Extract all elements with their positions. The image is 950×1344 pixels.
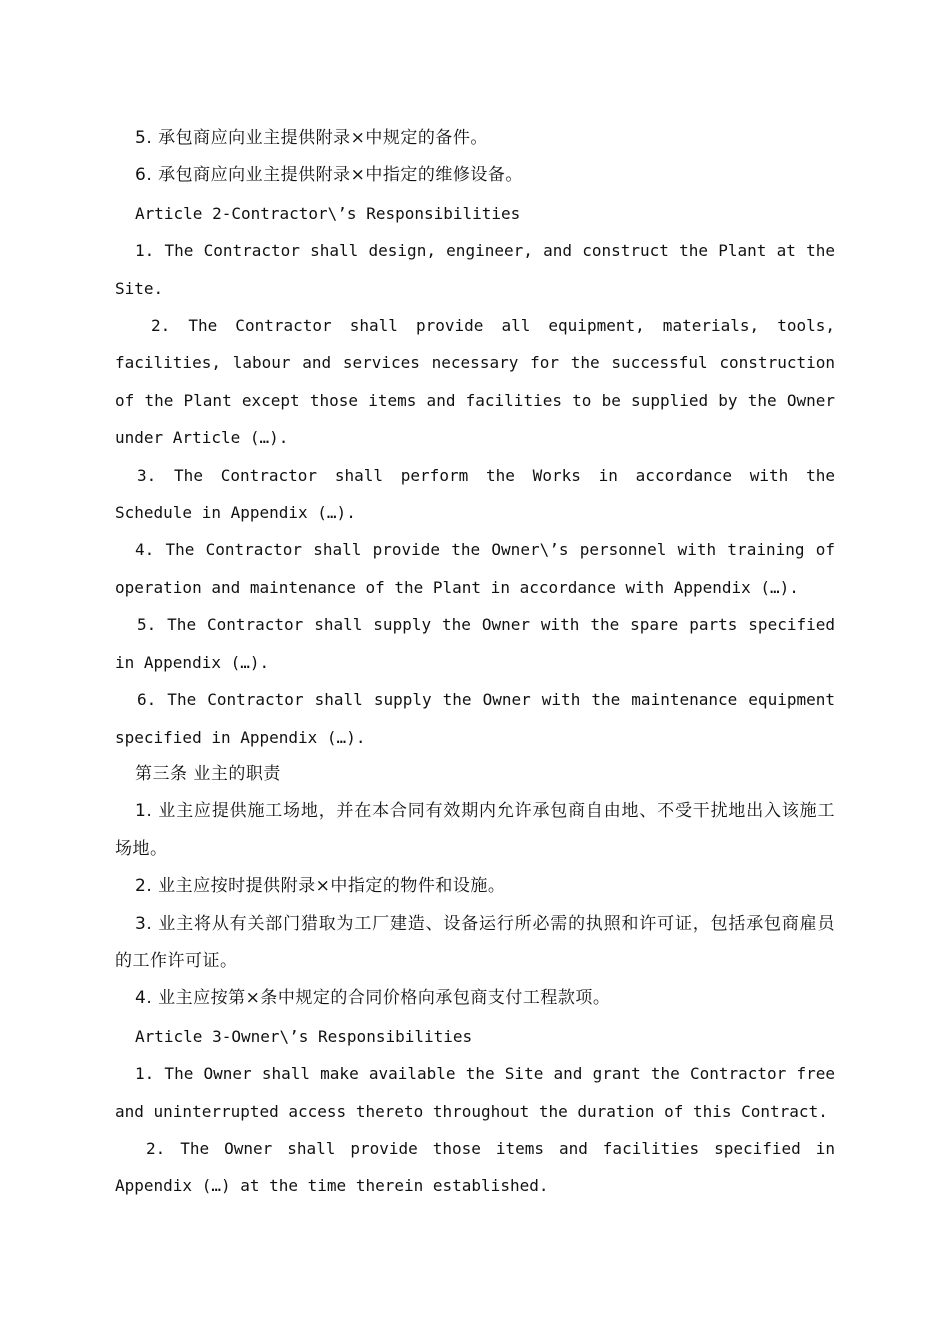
article-2-heading: Article 2-Contractor\’s Responsibilities <box>135 203 521 223</box>
article-2-item-5: 5. The Contractor shall supply the Owner with the spare parts specified in Appendix (…). <box>115 615 835 672</box>
article-3-heading: Article 3-Owner\’s Responsibilities <box>135 1026 473 1046</box>
cn-clause-3-item-4: 4. 业主应按第×条中规定的合同价格向承包商支付工程款项。 <box>135 988 611 1009</box>
cn-clause-3-heading: 第三条 业主的职责 <box>135 763 281 784</box>
document-body <box>115 120 835 1205</box>
cn-clause-3-item-3: 3. 业主将从有关部门猎取为工厂建造、设备运行所必需的执照和许可证，包括承包商雇员的工作许可证。 <box>115 913 835 971</box>
article-2-item-6: 6. The Contractor shall supply the Owner with the maintenance equipment specified in Appendix (…). <box>115 690 835 747</box>
article-3-item-2: 2. The Owner shall provide those items and facilities specified in Appendix (…) at the time therein established. <box>115 1138 835 1196</box>
article-2-item-4: 4. The Contractor shall provide the Owner\’s personnel with training of operation and maintenance of the Plant in accordance with Appendix (…). <box>115 540 835 597</box>
article-2-item-1: 1. The Contractor shall design, engineer, and construct the Plant at the Site. <box>115 241 835 298</box>
article-2-item-2: 2. The Contractor shall provide all equipment, materials, tools, facilities, labour and services necessary for the successful construction of the Plant except those items and facilities to be supplied by the Owner under Article (…). <box>115 316 835 448</box>
cn-clause-2-item-5: 5. 承包商应向业主提供附录×中规定的备件。 <box>135 128 488 148</box>
article-3-item-1: 1. The Owner shall make available the Site and grant the Contractor free and uninterrupted access thereto throughout the duration of this Contract. <box>115 1064 835 1121</box>
cn-clause-2-item-6: 6. 承包商应向业主提供附录×中指定的维修设备。 <box>135 165 523 186</box>
cn-clause-3-item-2: 2. 业主应按时提供附录×中指定的物件和设施。 <box>135 876 506 897</box>
article-2-item-3: 3. The Contractor shall perform the Works in accordance with the Schedule in Appendix (…). <box>115 465 835 523</box>
cn-clause-3-item-1: 1. 业主应提供施工场地，并在本合同有效期内允许承包商自由地、不受干扰地出入该施工场地。 <box>115 801 835 859</box>
